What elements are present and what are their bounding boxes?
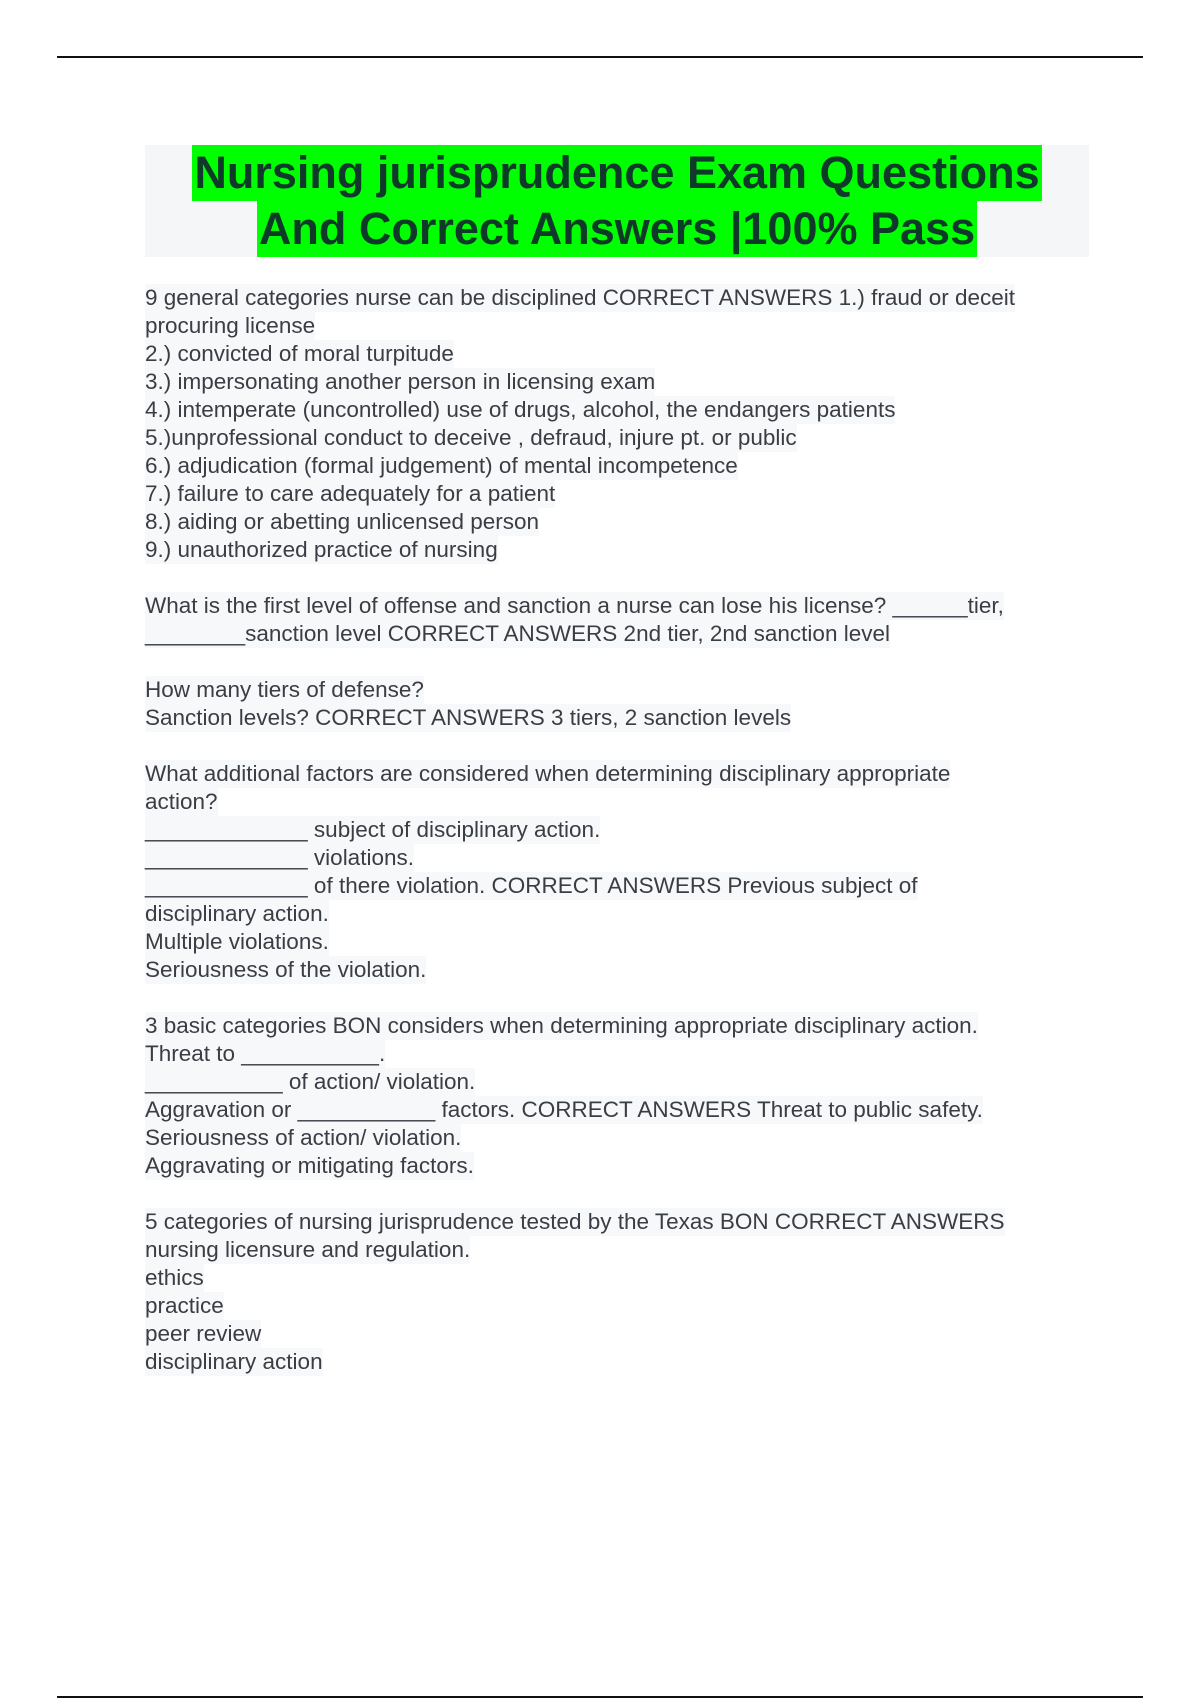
text-line: peer review <box>145 1321 262 1346</box>
qa-block <box>145 1208 1095 1376</box>
text-line: 3.) impersonating another person in licensing exam <box>145 369 656 394</box>
text-line: 2.) convicted of moral turpitude <box>145 341 454 366</box>
text-line: 6.) adjudication (formal judgement) of mental incompetence <box>145 453 738 478</box>
document-body <box>145 284 1095 1404</box>
text-line: _____________ violations. <box>145 845 414 870</box>
text-line: disciplinary action. <box>145 901 329 926</box>
text-line: How many tiers of defense? <box>145 677 424 702</box>
text-line: 3 basic categories BON considers when determining appropriate disciplinary action. <box>145 1013 978 1038</box>
text-line: procuring license <box>145 313 316 338</box>
qa-block <box>145 676 1095 732</box>
title-line-1: Nursing jurisprudence Exam Questions <box>192 145 1041 201</box>
text-line: _____________ subject of disciplinary action. <box>145 817 601 842</box>
text-line: 9.) unauthorized practice of nursing <box>145 537 498 562</box>
text-line: Aggravation or ___________ factors. CORRECT ANSWERS Threat to public safety. <box>145 1097 983 1122</box>
text-line: 5.)unprofessional conduct to deceive , defraud, injure pt. or public <box>145 425 797 450</box>
qa-block <box>145 1012 1095 1180</box>
text-line: Threat to ___________. <box>145 1041 386 1066</box>
text-line: ___________ of action/ violation. <box>145 1069 476 1094</box>
text-line: Seriousness of the violation. <box>145 957 427 982</box>
text-line: Multiple violations. <box>145 929 329 954</box>
text-line: What additional factors are considered when determining disciplinary appropriate <box>145 761 951 786</box>
text-line: 9 general categories nurse can be disciplined CORRECT ANSWERS 1.) fraud or deceit <box>145 285 1015 310</box>
text-line: Sanction levels? CORRECT ANSWERS 3 tiers, 2 sanction levels <box>145 705 792 730</box>
text-line: Aggravating or mitigating factors. <box>145 1153 474 1178</box>
text-line: disciplinary action <box>145 1349 323 1374</box>
document-title <box>145 145 1089 257</box>
qa-block <box>145 760 1095 984</box>
qa-block <box>145 284 1095 564</box>
bottom-rule <box>57 1696 1143 1698</box>
qa-block <box>145 592 1095 648</box>
text-line: action? <box>145 789 218 814</box>
text-line: 7.) failure to care adequately for a patient <box>145 481 556 506</box>
text-line: 5 categories of nursing jurisprudence tested by the Texas BON CORRECT ANSWERS <box>145 1209 1005 1234</box>
text-line: _____________ of there violation. CORRECT ANSWERS Previous subject of <box>145 873 918 898</box>
text-line: ________sanction level CORRECT ANSWERS 2nd tier, 2nd sanction level <box>145 621 890 646</box>
text-line: Seriousness of action/ violation. <box>145 1125 462 1150</box>
text-line: 8.) aiding or abetting unlicensed person <box>145 509 540 534</box>
text-line: What is the first level of offense and sanction a nurse can lose his license? ______tier, <box>145 593 1004 618</box>
text-line: ethics <box>145 1265 204 1290</box>
text-line: nursing licensure and regulation. <box>145 1237 471 1262</box>
top-rule <box>57 56 1143 58</box>
title-line-2: And Correct Answers |100% Pass <box>257 201 977 257</box>
text-line: practice <box>145 1293 224 1318</box>
text-line: 4.) intemperate (uncontrolled) use of drugs, alcohol, the endangers patients <box>145 397 896 422</box>
